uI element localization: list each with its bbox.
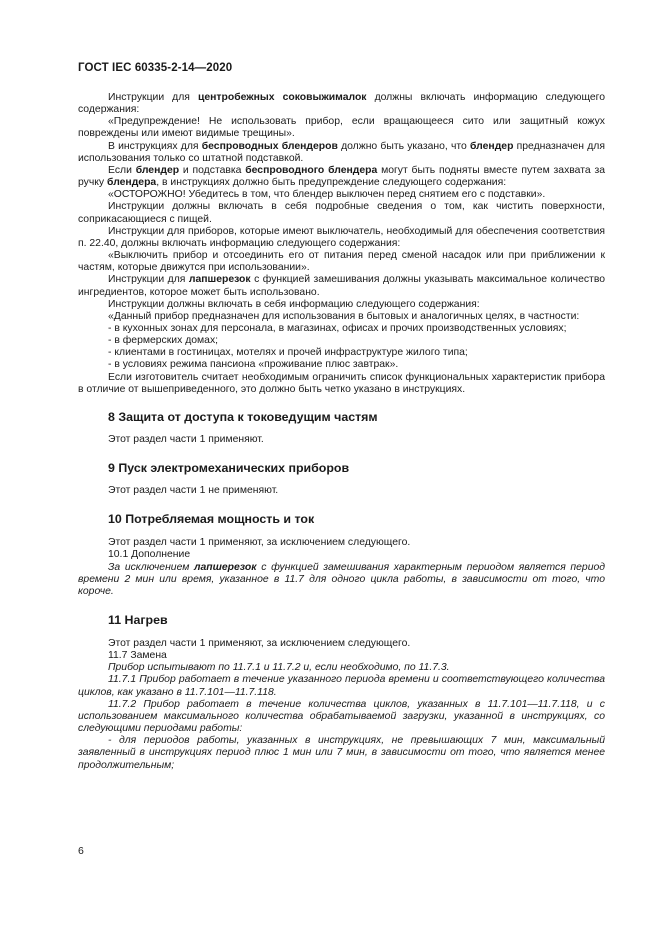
document-body bbox=[78, 92, 605, 772]
paragraph: «Предупреждение! Не использовать прибор, если вращающееся сито или защитный кожух повреждены или имеют видимые трещины». bbox=[78, 116, 605, 140]
paragraph: За исключением лапшерезок с функцией замешивания характерным периодом является период времени 2 мин или время, указанное в 11.7 для одного цикла работы, в зависимости от того, что короче. bbox=[78, 561, 605, 597]
list-item: - для периодов работы, указанных в инструкциях, не превышающих 7 мин, максимальный заявленный в инструкциях период плюс 1 мин или 7 мин, в зависимости от того, что является менее продолжительным; bbox=[78, 735, 605, 771]
paragraph: 11.7.2 Прибор работает в течение количества циклов, указанных в 11.7.101—11.7.118, и с использованием максимального количества обрабатываемой загрузки, указанной в инструкциях, со следующими периодами работы: bbox=[78, 698, 605, 735]
paragraph: Этот раздел части 1 применяют. bbox=[108, 433, 264, 445]
paragraph: Этот раздел части 1 применяют, за исключением следующего. bbox=[108, 638, 411, 649]
paragraph: В инструкциях для беспроводных блендеров должно быть указано, что блендер предназначен для использования только со штатной подставкой. bbox=[78, 140, 605, 164]
list-item: - в фермерских домах; bbox=[108, 335, 219, 347]
list-item: - в условиях режима пансиона «проживание плюс завтрак». bbox=[108, 359, 399, 371]
paragraph: Инструкции для лапшерезок с функцией замешивания должны указывать максимальное количество ингредиентов, которое может быть использовано. bbox=[78, 274, 606, 298]
list-item: - в кухонных зонах для персонала, в магазинах, офисах и прочих производственных условиях; bbox=[108, 322, 567, 334]
list-item: - клиентами в гостиницах, мотелях и прочей инфраструктуре жилого типа; bbox=[108, 347, 468, 359]
section-9-heading: 9 Пуск электромеханических приборов bbox=[108, 461, 350, 476]
paragraph: «Выключить прибор и отсоединить его от питания перед сменой насадок или при приближении к частям, которые движутся при использовании». bbox=[78, 250, 605, 274]
paragraph: Инструкции для центробежных соковыжималок должны включать информацию следующего содержания: bbox=[78, 92, 606, 116]
document-header: ГОСТ IEC 60335-2-14—2020 bbox=[78, 62, 233, 74]
subsection-heading: 10.1 Дополнение bbox=[108, 549, 191, 561]
page-number: 6 bbox=[78, 845, 84, 857]
paragraph: Если изготовитель считает необходимым ограничить список функциональных характеристик прибора в отличие от вышеприведенного, это должно быть четко указано в инструкциях. bbox=[78, 371, 605, 395]
paragraph: Прибор испытывают по 11.7.1 и 11.7.2 и, если необходимо, по 11.7.3. bbox=[108, 662, 450, 674]
paragraph: Инструкции должны включать в себя информацию следующего содержания: bbox=[108, 298, 480, 310]
paragraph: «ОСТОРОЖНО! Убедитесь в том, что блендер выключен перед снятием его с подставки». bbox=[108, 189, 546, 201]
paragraph: «Данный прибор предназначен для использования в бытовых и аналогичных целях, в частности: bbox=[108, 310, 580, 322]
subsection-heading: 11.7 Замена bbox=[108, 650, 167, 662]
section-8-heading: 8 Защита от доступа к токоведущим частям bbox=[108, 409, 378, 424]
paragraph: Этот раздел части 1 не применяют. bbox=[108, 485, 279, 497]
paragraph: Инструкции должны включать в себя подробные сведения о том, как чистить поверхности, соприкасающиеся с пищей. bbox=[78, 201, 605, 225]
paragraph: Если блендер и подставка беспроводного блендера могут быть подняты вместе путем захвата за ручку блендера, в инструкциях должно быть предупреждение следующего содержания: bbox=[78, 164, 605, 189]
section-10-heading: 10 Потребляемая мощность и ток bbox=[108, 512, 315, 527]
section-11-heading: 11 Нагрев bbox=[108, 613, 168, 627]
paragraph: Этот раздел части 1 применяют, за исключением следующего. bbox=[108, 537, 411, 549]
paragraph: Инструкции для приборов, которые имеют выключатель, необходимый для обеспечения соответствия п. 22.40, должны включать информацию следующего содержания: bbox=[78, 225, 605, 249]
paragraph: 11.7.1 Прибор работает в течение указанного периода времени и соответствующего количества циклов, как указано в 11.7.101—11.7.118. bbox=[78, 674, 605, 698]
